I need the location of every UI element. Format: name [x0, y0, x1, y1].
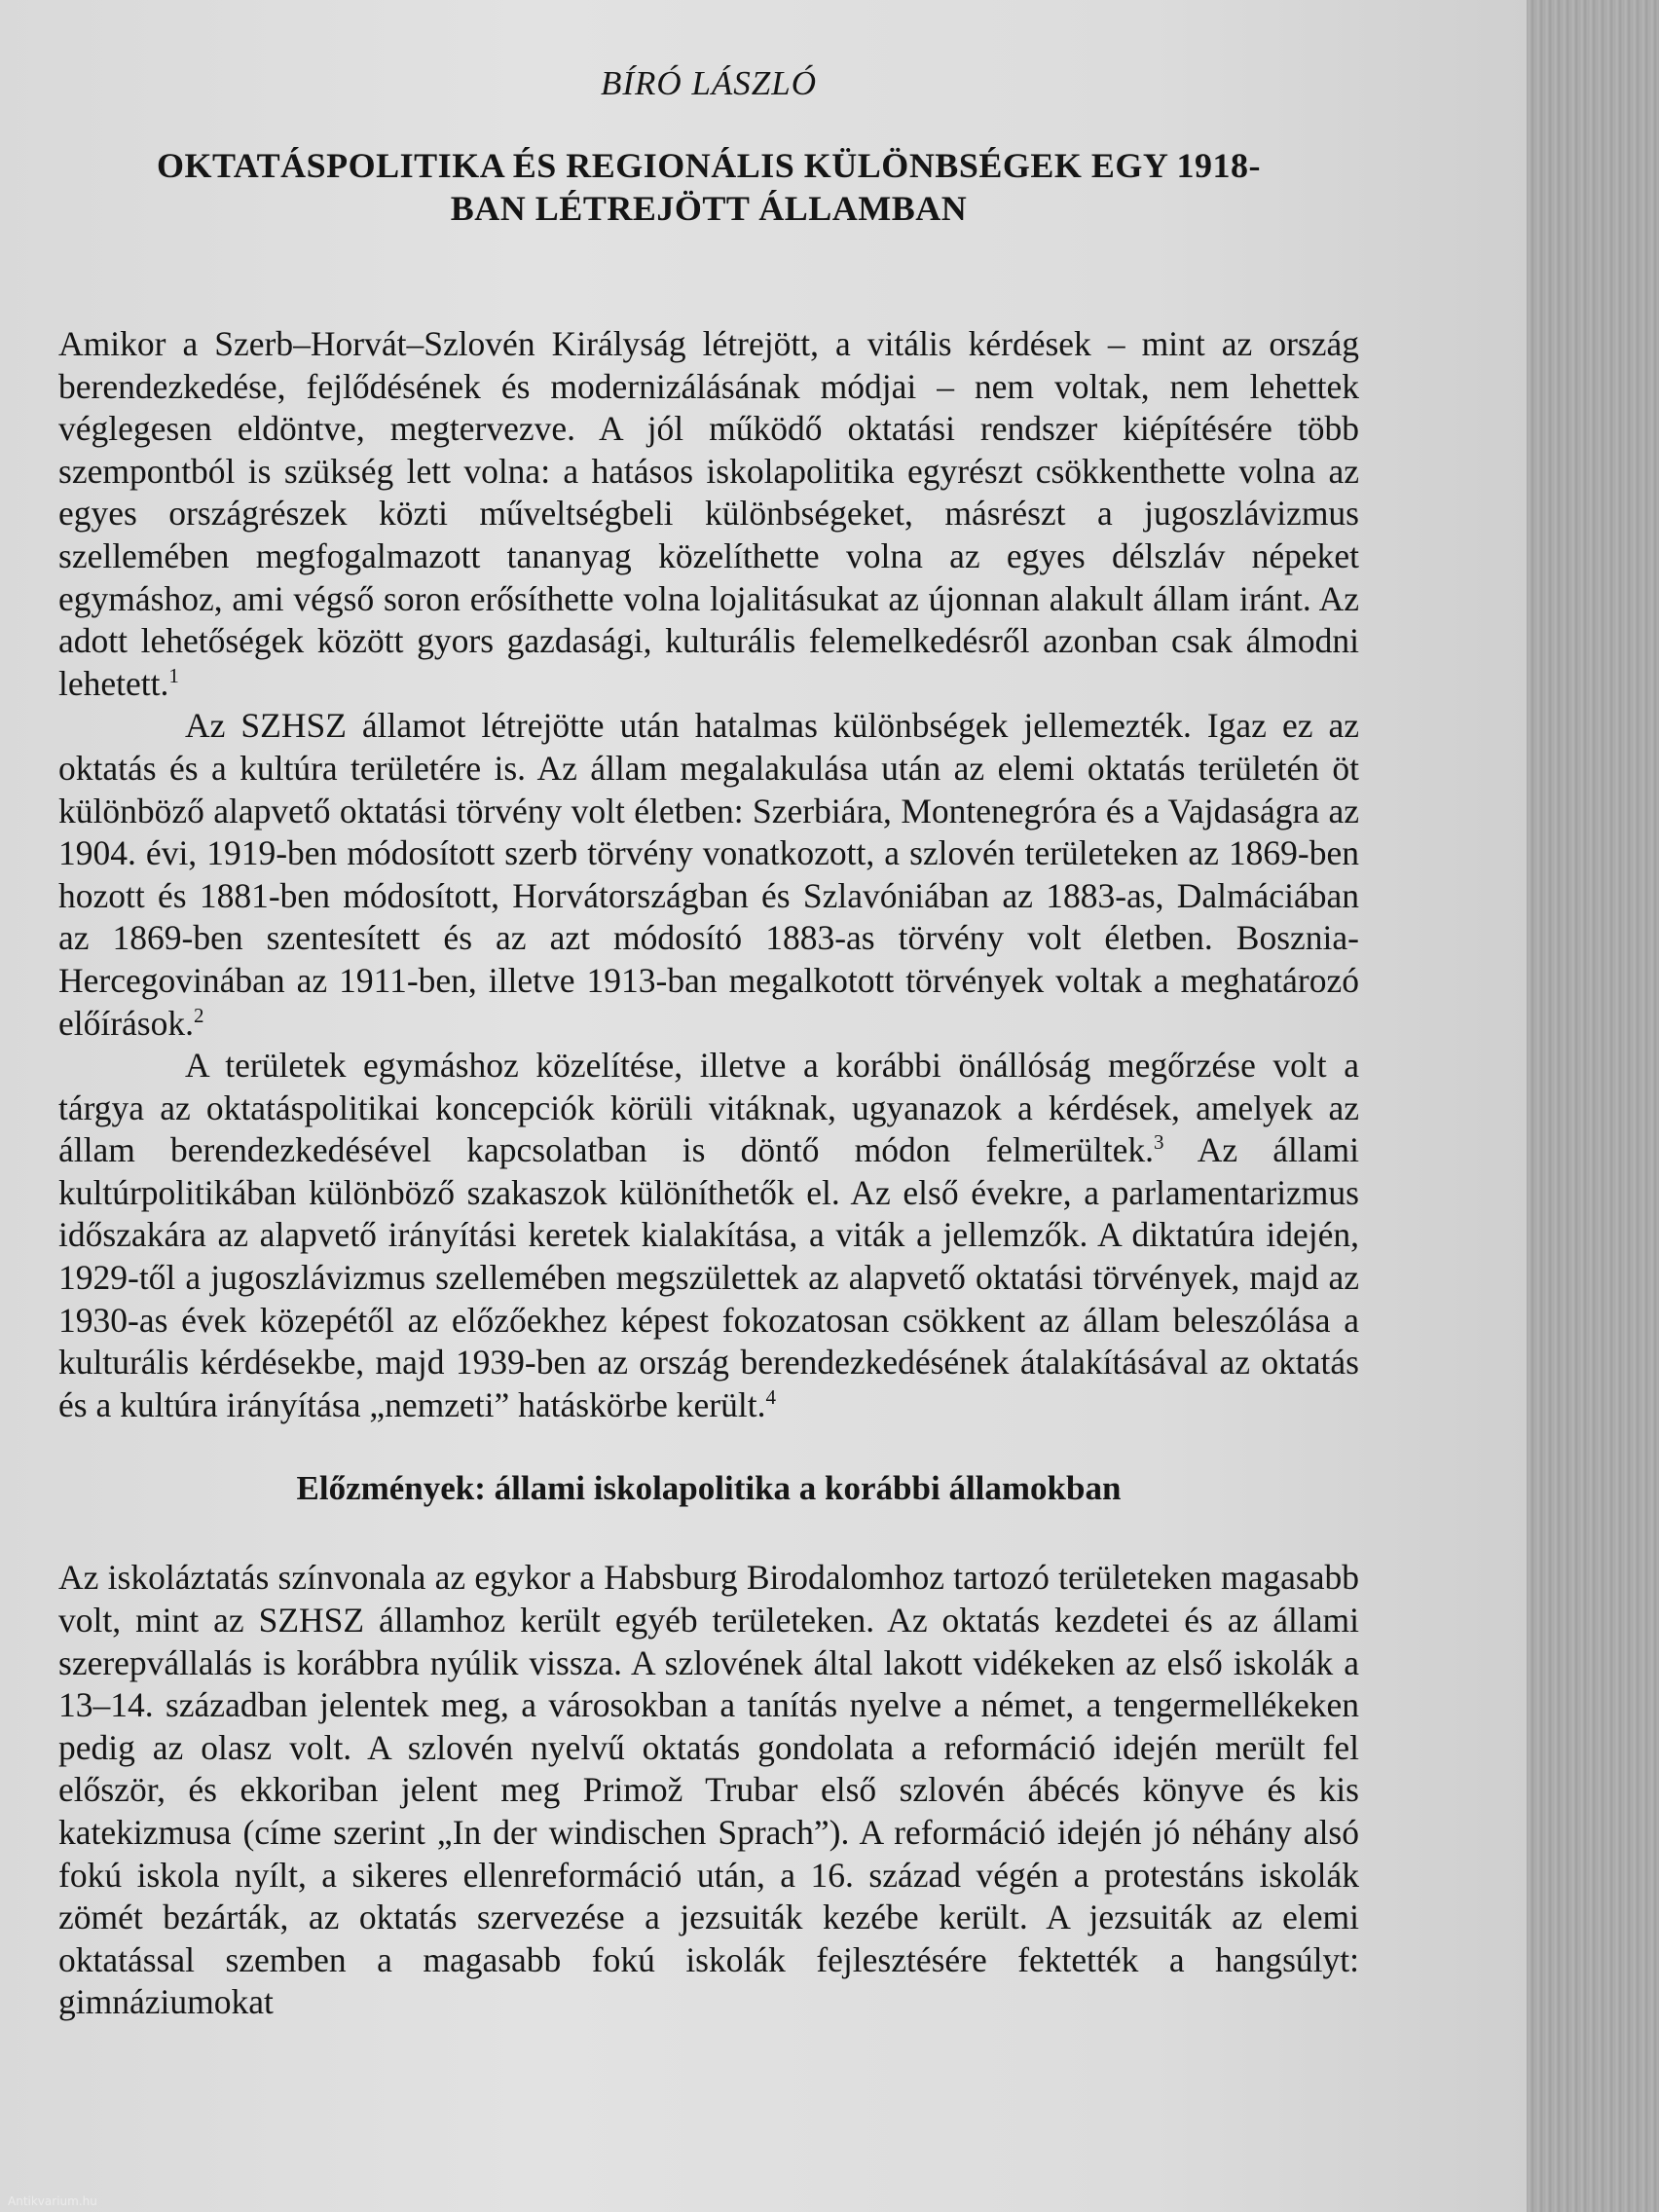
footnote-marker-4[interactable]: 4 — [765, 1385, 776, 1410]
paragraph-3 — [58, 1045, 1359, 1426]
paragraph-1-text: Amikor a Szerb–Horvát–Szlovén Királyság létrejött, a vitális kérdések – mint az ország berendezkedése, fejlődésének és modernizálásának módjai – nem voltak, nem lehettek véglegesen eldöntve, megtervezve. A jól működő oktatási rendszer kiépítésére több szempontból is szükség lett volna: a hatásos iskolapolitika egyrészt csökkenthette volna az egyes országrészek közti műveltségbeli különbségeket, másrészt a jugoszlávizmus szellemében megfogalmazott tananyag közelíthette volna az egyes délszláv népeket egymáshoz, ami végső soron erősíthette volna lojalitásukat az újonnan alakult állam iránt. Az adott lehetőségek között gyors gazdasági, kulturális felemelkedésről azonban csak álmodni lehetett. — [58, 324, 1359, 703]
article-title-line-2: BAN LÉTREJÖTT ÁLLAMBAN — [450, 189, 968, 228]
article-title — [58, 144, 1359, 230]
page-content — [58, 55, 1359, 2024]
paragraph-3-text-a: A területek egymáshoz közelítése, illetve a korábbi önállóság megőrzése volt a tárgya az oktatáspolitikai koncepciók körüli vitáknak, ugyanazok a kérdések, amelyek az állam berendezkedésével kapcsolatban is döntő módon felmerültek. — [58, 1046, 1359, 1170]
author-name: BÍRÓ LÁSZLÓ — [601, 64, 817, 102]
paragraph-3-text-b: Az állami kultúrpolitikában különböző szakaszok különíthetők el. Az első évekre, a parlamentarizmus időszakára az alapvető irányítási keretek kialakítása, a viták a jellemzők. A diktatúra idején, 1929-től a jugoszlávizmus szellemében megszülettek az alapvető oktatási törvények, majd az 1930-as évek közepétől az előzőekhez képest fokozatosan csökkent az állam beleszólása a kulturális kérdésekbe, majd 1939-ben az ország berendezkedésének átalakításával az oktatás és a kultúra irányítása „nemzeti” hatáskörbe került. — [58, 1130, 1360, 1424]
footnote-marker-3[interactable]: 3 — [1153, 1130, 1164, 1155]
article-title-line-1: OKTATÁSPOLITIKA ÉS REGIONÁLIS KÜLÖNBSÉGEK EGY 1918- — [156, 146, 1262, 185]
footnote-marker-2[interactable]: 2 — [194, 1003, 204, 1027]
paragraph-4 — [58, 1557, 1359, 2024]
watermark: Antikvarium.hu — [8, 2194, 97, 2208]
paragraph-2 — [58, 705, 1359, 1045]
footnote-marker-1[interactable]: 1 — [168, 663, 179, 687]
paragraph-1 — [58, 323, 1359, 705]
paragraph-2-text: Az SZHSZ államot létrejötte után hatalmas különbségek jellemezték. Igaz ez az oktatás és a kultúra területére is. Az állam megalakulása után az elemi oktatás területén öt különböző alapvető oktatási törvény volt életben: Szerbiára, Montenegróra és a Vajdaságra az 1904. évi, 1919-ben módosított szerb törvény vonatkozott, a szlovén területeken az 1869-ben hozott és 1881-ben módosított, Horvátországban és Szlavóniában az 1883-as, Dalmáciában az 1869-ben szentesített és az azt módosító 1883-as törvény volt életben. Bosznia-Hercegovinában az 1911-ben, illetve 1913-ban megalkotott törvények voltak a meghatározó előírások. — [58, 706, 1359, 1043]
page-stack-edge — [1527, 0, 1659, 2212]
section-heading: Előzmények: állami iskolapolitika a korábbi államokban — [296, 1469, 1122, 1508]
paragraph-4-text: Az iskoláztatás színvonala az egykor a Habsburg Birodalomhoz tartozó területeken magasabb volt, mint az SZHSZ államhoz került egyéb területeken. Az oktatás kezdetei és az állami szerepvállalás is korábbra nyúlik vissza. A szlovének által lakott vidékeken az első iskolák a 13–14. században jelentek meg, a városokban a tanítás nyelve a német, a tengermellékeken pedig az olasz volt. A szlovén nyelvű oktatás gondolata a reformáció idején merült fel először, és ekkoriban jelent meg Primož Trubar első szlovén ábécés könyve és kis katekizmusa (címe szerint „In der windischen Sprach”). A reformáció idején jó néhány alsó fokú iskola nyílt, a sikeres ellenreformáció után, a 16. század végén a protestáns iskolák zömét bezárták, az oktatás szervezése a jezsuiták kezébe került. A jezsuiták az elemi oktatással szemben a magasabb fokú iskolák fejlesztésére fektették a hangsúlyt: gimnáziumokat — [58, 1558, 1359, 2022]
